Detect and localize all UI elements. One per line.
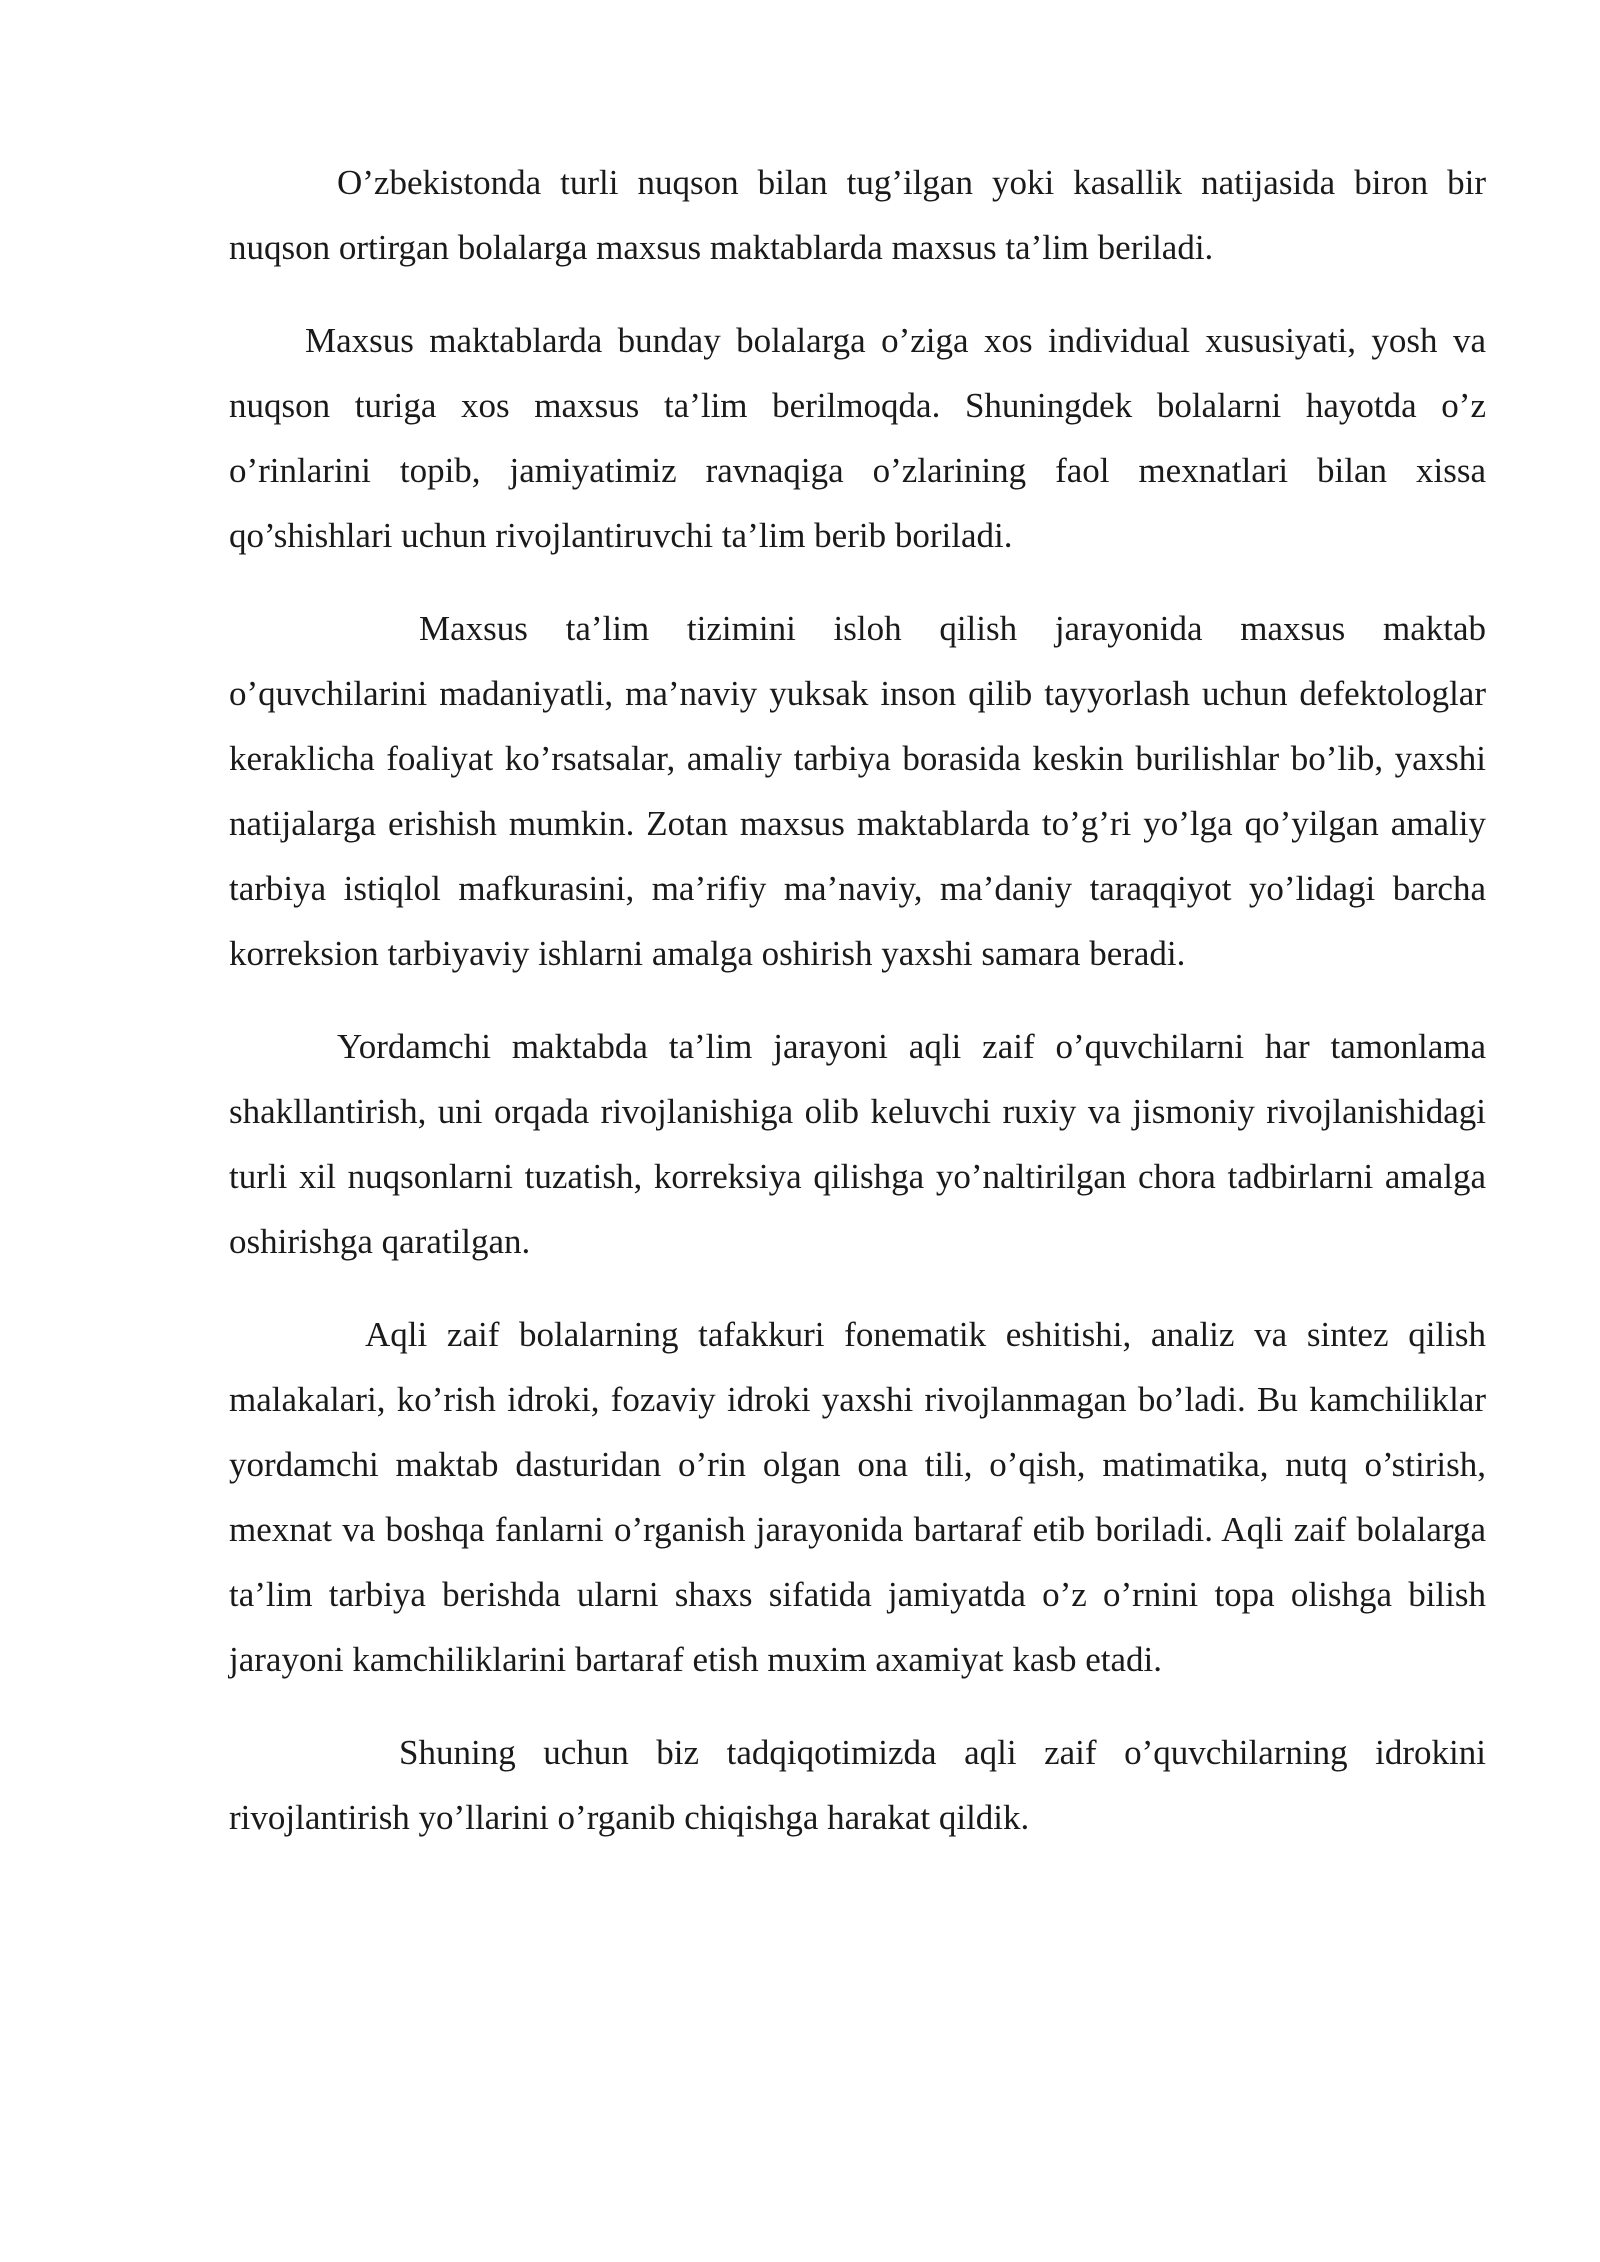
- paragraph-5: Aqli zaif bolalarning tafakkuri fonematik eshitishi, analiz va sintez qilish malakalari, ko’rish idroki, fozaviy idroki yaxshi rivojlanmagan bo’ladi. Bu kamchiliklar yordamchi maktab dasturidan o’rin olgan ona tili, o’qish, matimatika, nutq o’stirish, mexnat va boshqa fanlarni o’rganish jarayonida bartaraf etib boriladi. Aqli zaif bolalarga ta’lim tarbiya berishda ularni shaxs sifatida jamiyatda o’z o’rnini topa olishga bilish jarayoni kamchiliklarini bartaraf etish muxim axamiyat kasb etadi.: [229, 1315, 1486, 1679]
- paragraph-1: O’zbekistonda turli nuqson bilan tug’ilgan yoki kasallik natijasida biron bir nuqson ortirgan bolalarga maxsus maktablarda maxsus ta’lim beriladi.: [229, 163, 1486, 267]
- document-body: [229, 150, 1486, 1878]
- paragraph-6: Shuning uchun biz tadqiqotimizda aqli zaif o’quvchilarning idrokini rivojlantirish yo’llarini o’rganib chiqishga harakat qildik.: [229, 1733, 1486, 1837]
- paragraph-2: Maxsus maktablarda bunday bolalarga o’ziga xos individual xususiyati, yosh va nuqson turiga xos maxsus ta’lim berilmoqda. Shuningdek bolalarni hayotda o’z o’rinlarini topib, jamiyatimiz ravnaqiga o’zlarining faol mexnatlari bilan xissa qo’shishlari uchun rivojlantiruvchi ta’lim berib boriladi.: [229, 321, 1486, 555]
- paragraph-3: Maxsus ta’lim tizimini isloh qilish jarayonida maxsus maktab o’quvchilarini madaniyatli, ma’naviy yuksak inson qilib tayyorlash uchun defektologlar keraklicha foaliyat ko’rsatsalar, amaliy tarbiya borasida keskin burilishlar bo’lib, yaxshi natijalarga erishish mumkin. Zotan maxsus maktablarda to’g’ri yo’lga qo’yilgan amaliy tarbiya istiqlol mafkurasini, ma’rifiy ma’naviy, ma’daniy taraqqiyot yo’lidagi barcha korreksion tarbiyaviy ishlarni amalga oshirish yaxshi samara beradi.: [229, 609, 1486, 973]
- paragraph-4: Yordamchi maktabda ta’lim jarayoni aqli zaif o’quvchilarni har tamonlama shakllantirish, uni orqada rivojlanishiga olib keluvchi ruxiy va jismoniy rivojlanishidagi turli xil nuqsonlarni tuzatish, korreksiya qilishga yo’naltirilgan chora tadbirlarni amalga oshirishga qaratilgan.: [229, 1027, 1486, 1261]
